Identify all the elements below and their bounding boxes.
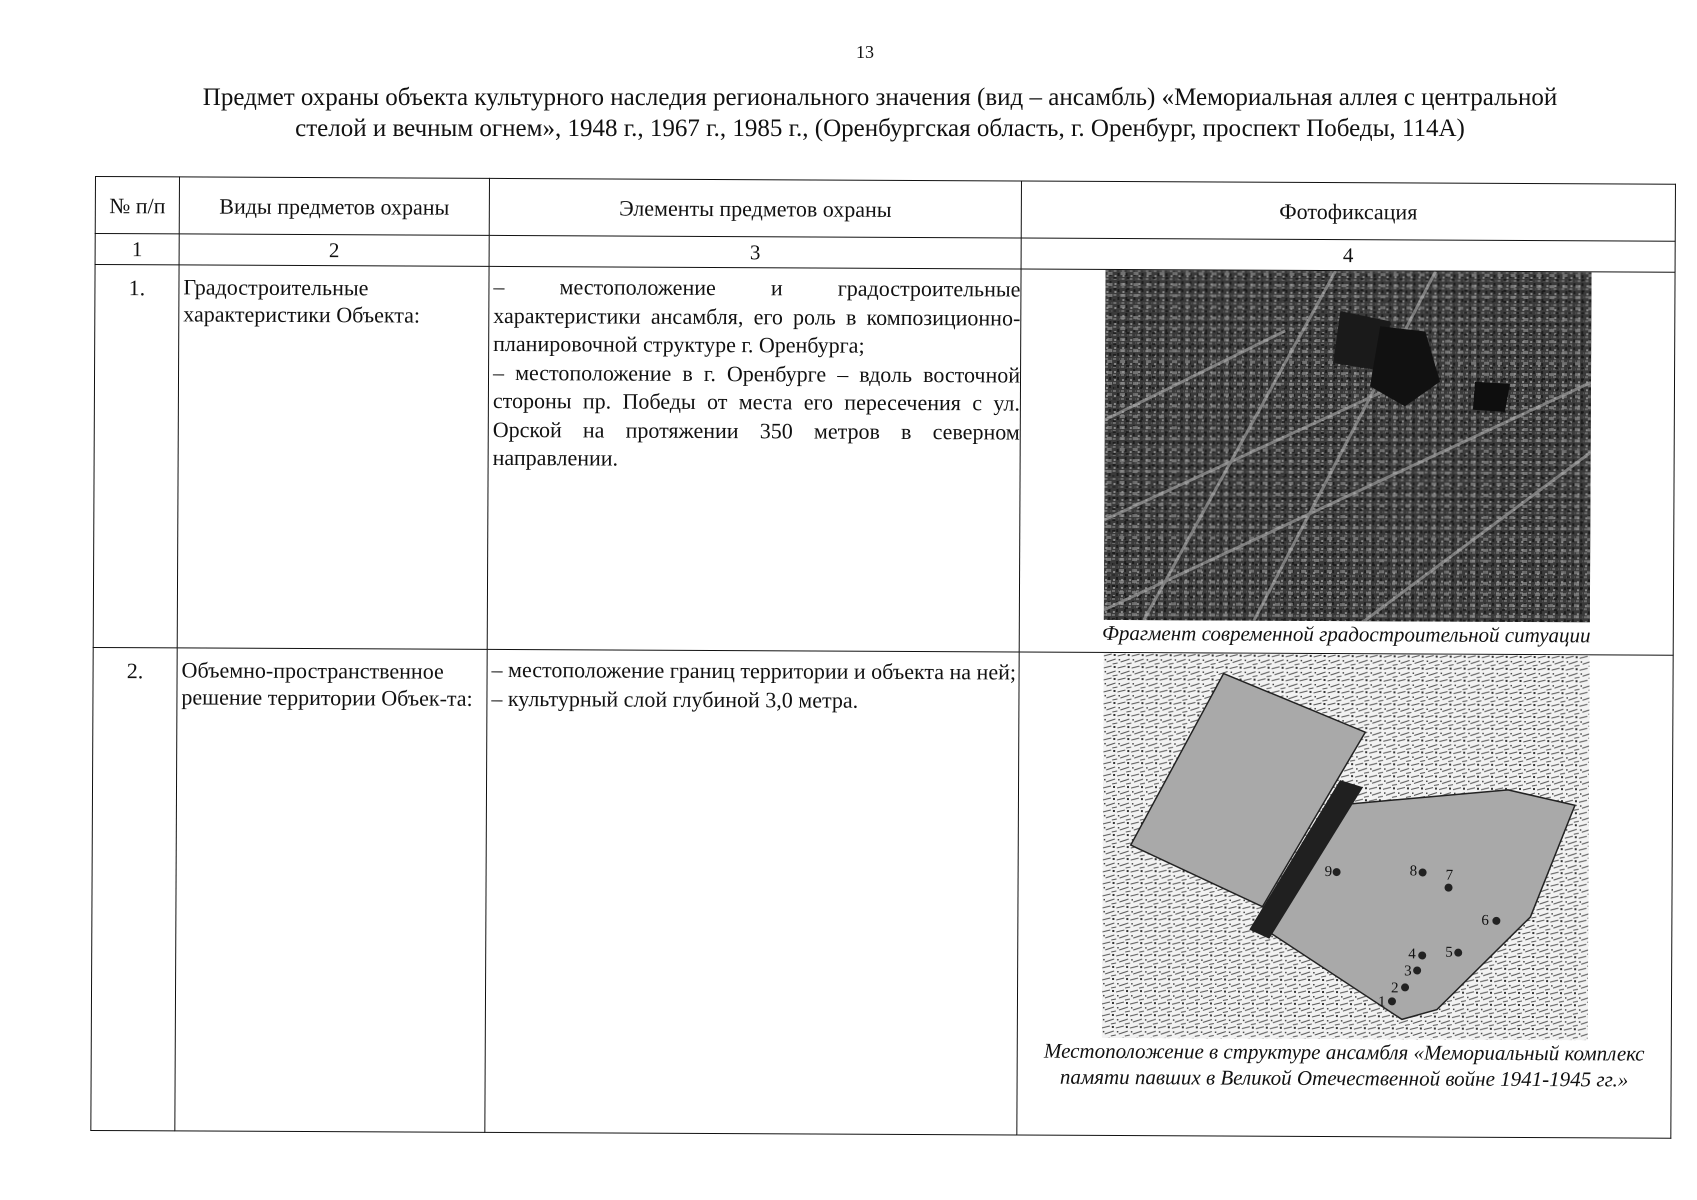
protection-table-wrapper xyxy=(90,176,1675,1142)
element-item: – местоположение границ территории и объекта на ней; xyxy=(491,656,1017,685)
column-number: 4 xyxy=(1021,238,1675,272)
element-item: – местоположение и градостроительные характеристики ансамбля, его роль в композиционно- планировочной структуре г. Оренбурга; xyxy=(493,273,1021,358)
title-line-1: Предмет охраны объекта культурного наследия регионального значения (вид – ансамбль) «Мемориальная аллея с центральной xyxy=(202,84,1558,111)
element-item: – культурный слой глубиной 3,0 метра. xyxy=(491,685,859,713)
header-photo: Фотофиксация xyxy=(1021,181,1675,241)
row-number: 1. xyxy=(93,265,179,648)
protection-type: Объемно-пространственное решение территории Объек-та: xyxy=(175,648,487,1133)
table-row xyxy=(91,647,1673,1138)
header-types: Виды предметов охраны xyxy=(179,177,489,236)
header-number: № п/п xyxy=(95,177,179,234)
table-header-row xyxy=(95,177,1675,242)
element-item: – местоположение в г. Оренбурге – вдоль восточной стороны пр. Победы от места его пересечения с ул. Орской на протяжении 350 метров в северном направлении. xyxy=(492,359,1021,471)
aerial-photo xyxy=(1103,270,1591,622)
map-marker-label: 7 xyxy=(1445,867,1453,884)
map-marker-label: 5 xyxy=(1444,944,1453,961)
photo-cell xyxy=(1017,652,1673,1138)
map-marker-label: 4 xyxy=(1407,946,1416,963)
map-marker-label: 9 xyxy=(1324,864,1332,881)
map-marker-label: 3 xyxy=(1403,963,1412,980)
document-title xyxy=(60,82,1697,144)
map-marker-label: 2 xyxy=(1390,980,1399,997)
column-number: 2 xyxy=(179,234,489,267)
protection-elements xyxy=(487,266,1021,652)
protection-elements xyxy=(485,649,1019,1135)
protection-table xyxy=(90,176,1676,1139)
row-number: 2. xyxy=(91,647,177,1130)
photo-cell xyxy=(1019,269,1675,655)
title-line-2: стелой и вечным огнем», 1948 г., 1967 г., 1985 г., (Оренбургская область, г. Оренбург, проспект Победы, 114А) xyxy=(295,115,1465,142)
column-number: 1 xyxy=(95,234,179,265)
photo-caption: Фрагмент современной градостроительной ситуации xyxy=(1101,620,1591,648)
header-elements: Элементы предметов охраны xyxy=(489,178,1021,238)
protection-type: Градостроительные характеристики Объекта: xyxy=(177,265,489,650)
territory-map xyxy=(1101,653,1589,1040)
map-marker-label: 1 xyxy=(1377,994,1386,1011)
column-number: 3 xyxy=(489,235,1021,269)
page-number: 13 xyxy=(856,42,874,62)
photo-caption: Местоположение в структуре ансамбля «Мемориальный комплекс памяти павших в Великой Отечественной войне 1941-1945 гг.» xyxy=(1043,1038,1645,1092)
table-row xyxy=(93,265,1675,656)
map-marker-label: 6 xyxy=(1480,912,1489,929)
map-marker-label: 8 xyxy=(1409,863,1417,880)
